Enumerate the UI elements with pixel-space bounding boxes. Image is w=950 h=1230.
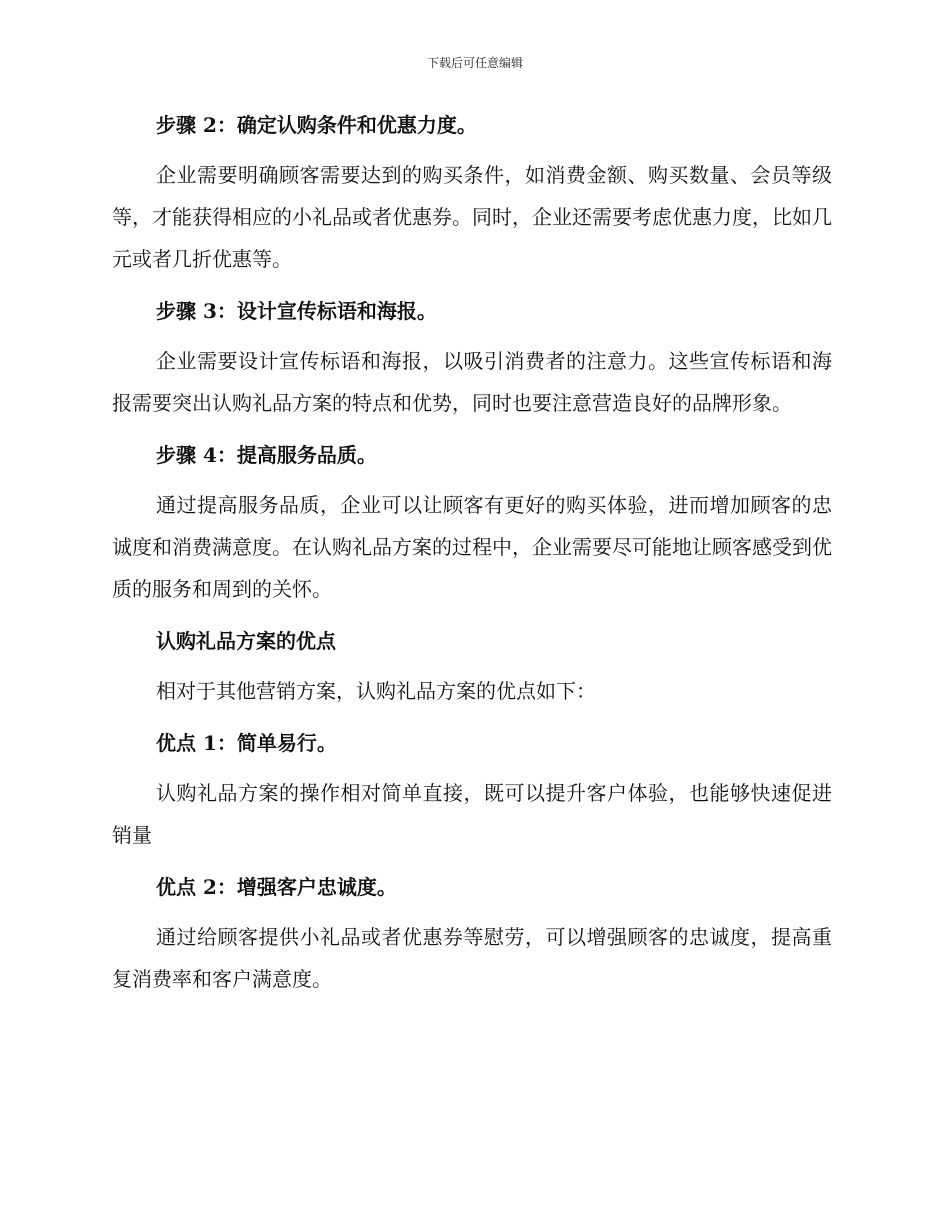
- paragraph-step-4: 通过提高服务品质，企业可以让顾客有更好的购买体验，进而增加顾客的忠诚度和消费满意度。在认购礼品方案的过程中，企业需要尽可能地让顾客感受到优质的服务和周到的关怀。: [112, 493, 832, 601]
- heading-step-3: 步骤 3：设计宣传标语和海报。: [156, 299, 437, 323]
- heading-advantage-1: 优点 1：简单易行。: [156, 731, 337, 755]
- paragraph-step-2: 企业需要明确顾客需要达到的购买条件，如消费金额、购买数量、会员等级等，才能获得相应的小礼品或者优惠券。同时，企业还需要考虑优惠力度，比如几元或者几折优惠等。: [112, 163, 832, 271]
- paragraph-advantages-intro: 相对于其他营销方案，认购礼品方案的优点如下：: [156, 679, 596, 703]
- heading-advantage-2: 优点 2：增强客户忠诚度。: [156, 875, 397, 899]
- paragraph-advantage-1: 认购礼品方案的操作相对简单直接，既可以提升客户体验，也能够快速促进销量: [112, 781, 832, 847]
- paragraph-advantage-2: 通过给顾客提供小礼品或者优惠券等慰劳，可以增强顾客的忠诚度，提高重复消费率和客户满意度。: [112, 925, 832, 991]
- heading-step-4: 步骤 4：提高服务品质。: [156, 443, 377, 467]
- paragraph-step-3: 企业需要设计宣传标语和海报，以吸引消费者的注意力。这些宣传标语和海报需要突出认购礼品方案的特点和优势，同时也要注意营造良好的品牌形象。: [112, 349, 832, 415]
- heading-advantages: 认购礼品方案的优点: [156, 629, 336, 653]
- heading-step-2: 步骤 2：确定认购条件和优惠力度。: [156, 113, 477, 137]
- page-header: 下载后可任意编辑: [426, 56, 523, 70]
- document-body: [112, 104, 832, 1010]
